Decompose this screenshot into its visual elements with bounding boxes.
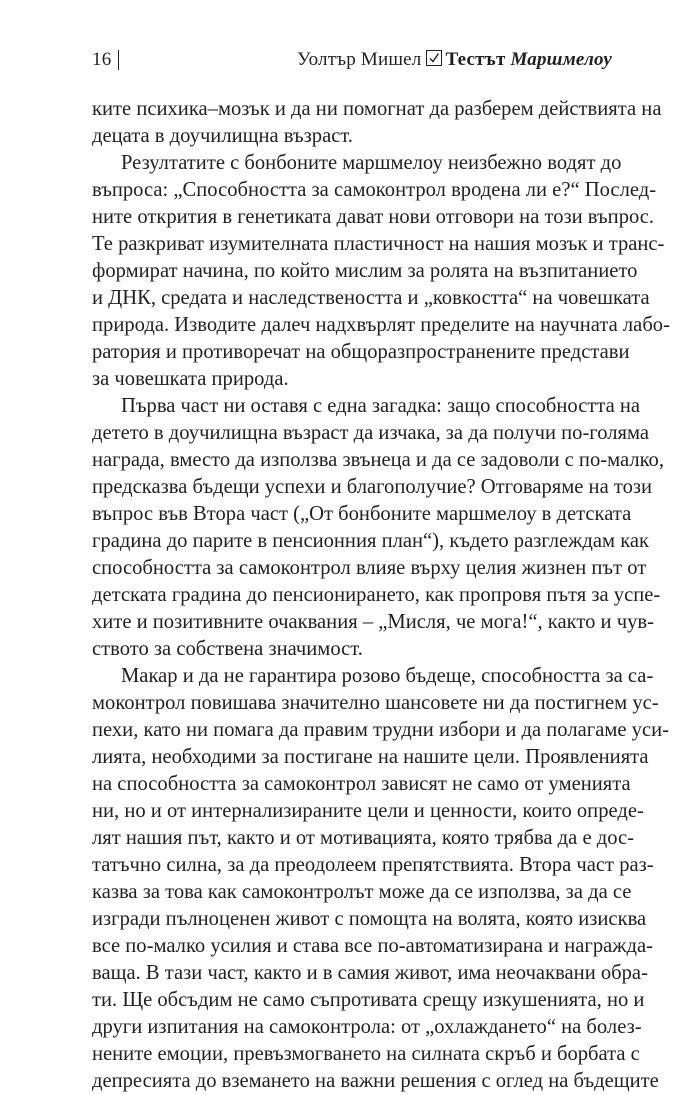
text-line: способността за самоконтрол влияе върху целия жизнен път от [92,557,647,579]
text-line: децата в доучилищна възраст. [92,125,353,147]
text-line: ството за собствена значимост. [92,638,363,660]
text-line: ките психика–мозък и да ни помогнат да разберем действията на [92,98,662,120]
text-line: награда, вместо да използва звънеца и да се задоволи с по-малко, [92,449,664,471]
text-line: изгради пълноценен живот с помощта на волята, която изисква [92,908,647,930]
text-line: лят нашия път, както и от мотивацията, която трябва да е дос- [92,827,635,849]
text-line: формират начина, по който мислим за ролята на възпитанието [92,260,638,282]
text-line: хите и позитивните очаквания – „Мисля, че мога!“, както и чув- [92,611,654,633]
text-line: ти. Ще обсъдим не само съпротивата срещу изкушенията, но и [92,989,645,1011]
text-line: други изпитания на самоконтрола: от „охлаждането“ на болез- [92,1016,642,1038]
text-line: моконтрол повишава значително шансовете ни да постигнем ус- [92,692,659,714]
book-title-main: Маршмелоу [510,49,612,70]
text-line: лията, необходими за постигане на нашите цели. Проявленията [92,746,649,768]
body-text [92,96,670,1095]
book-title-prefix: Тестът [445,49,506,70]
text-line: Те разкриват изумителната пластичност на нашия мозък и транс- [92,233,665,255]
text-line: татъчно силна, за да преодолеем препятствията. Втора част раз- [92,854,654,876]
text-line: и ДНК, средата и наследствеността и „ковкостта“ на човешката [92,287,650,309]
running-header [92,47,612,73]
page-number-divider [118,50,119,70]
author-name: Уолтър Мишел [297,49,422,70]
text-line: все по-малко усилия и става все по-автоматизирана и награжда- [92,935,653,957]
text-line: ваща. В тази част, както и в самия живот, има неочаквани обра- [92,962,648,984]
text-line: нените емоции, превъзмогването на силната скръб и борбата с [92,1043,640,1065]
text-line: за човешката природа. [92,368,289,390]
text-line: градина до парите в пенсионния план“), където разглеждам как [92,530,650,552]
text-line: въпроса: „Способността за самоконтрол вродена ли е?“ Послед- [92,179,657,201]
text-line: ратория и противоречат на общоразпространените представи [92,341,630,363]
checkbox-check-icon [426,50,442,66]
text-line: казва за това как самоконтролът може да се използва, за да се [92,881,632,903]
text-line: детето в доучилищна възраст да изчака, за да получи по-голяма [92,422,650,444]
text-line: пехи, като ни помага да правим трудни избори и да полагаме уси- [92,719,669,741]
text-line: ните открития в генетиката дават нови отговори на този въпрос. [92,206,655,228]
text-line: детската градина до пенсионирането, как пропровя пътя за успе- [92,584,661,606]
running-title [297,47,612,73]
text-line: природа. Изводите далеч надхвърлят пределите на научната лабо- [92,314,670,336]
text-line: депресията до вземането на важни решения с оглед на бъдещите [92,1070,659,1092]
text-line: въпрос във Втора част („От бонбоните маршмелоу в детската [92,503,632,525]
text-line: Резултатите с бонбоните маршмелоу неизбежно водят до [121,152,622,174]
text-line: на способността за самоконтрол зависят не само от уменията [92,773,631,795]
text-line: предсказва бъдещи успехи и благополучие? Отговаряме на този [92,476,653,498]
text-line: Първа част ни оставя с една загадка: защо способността на [121,395,641,417]
text-line: Макар и да не гарантира розово бъдеще, способността за са- [121,665,654,687]
text-line: ни, но и от интернализираните цели и ценности, които опреде- [92,800,644,822]
page-number: 16 [92,49,112,70]
